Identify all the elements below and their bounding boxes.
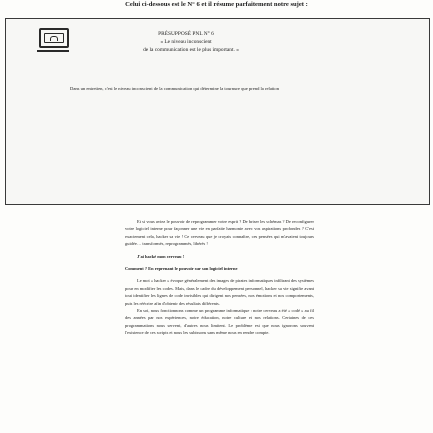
article-body: [125, 218, 314, 337]
panel-description: Dans un entretien, c'est le niveau inconscient de la communication qui détermine la tournure que prend la relation: [70, 86, 280, 91]
section-heading: J'ai hacké mon cerveau !: [137, 253, 185, 259]
body-paragraph: En soi, nous fonctionnons comme un programme informatique : notre cerveau a été « codé » au fil des années par nos expériences, notre éducation, notre culture et nos relations. Certaines de ces programmations nous servent, d'autres nous limitent. Le problème est que nous ignorons souvent l'existence de ces scripts et nous les subissons sans même nous en rendre compte.: [125, 308, 314, 336]
presupposition-panel: [5, 18, 430, 205]
section-subheading: Comment ? En reprenant le pouvoir sur son logiciel interne: [125, 266, 238, 272]
panel-header: [76, 30, 326, 54]
body-paragraph: Le mot « hacker » évoque généralement des images de pirates informatiques infiltrant des systèmes pour en modifier les codes. Mais, dans le cadre du développement personnel, hacker sa vie signifie avant tout identifier les lignes de code invisibles qui dirigent nos pensées, nos émotions et nos comportements, puis les réécrire afin d'obtenir des résultats différents.: [125, 278, 314, 306]
monitor-icon: [39, 28, 69, 48]
page-caption: Celui ci-dessous est le N° 6 et il résume parfaitement notre sujet :: [125, 1, 308, 8]
panel-subtitle-continued: de la communication est le plus important. »: [143, 47, 239, 53]
panel-title: PRÉSUPPOSÉ PNL N° 6: [158, 31, 214, 37]
panel-subtitle: « Le niveau inconscient: [160, 39, 212, 45]
monitor-screen: [44, 33, 64, 43]
intro-paragraph: Et si vous aviez le pouvoir de reprogrammer votre esprit ? De briser les schémas ? De reconfigurer votre logiciel interne pour façonner une vie en parfaite harmonie avec vos aspirations profondes ? C'est exactement cela, hacker sa vie ! Ce cerveau que je croyais connaître, ces pensées qui m'avaient toujours guidée… transformés, reprogrammés, libérés !: [125, 219, 314, 247]
